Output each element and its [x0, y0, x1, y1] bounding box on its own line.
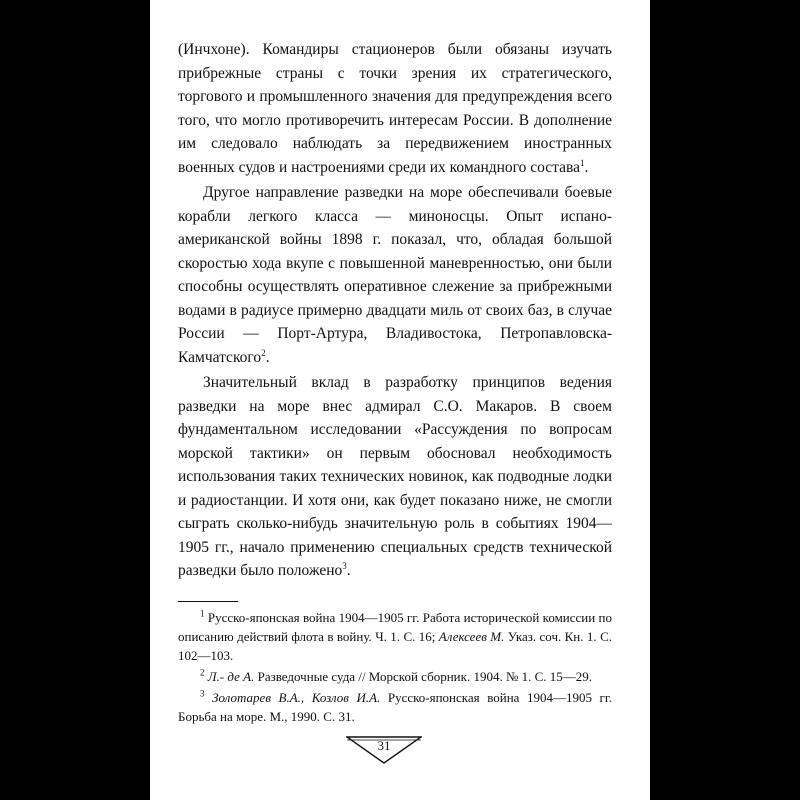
page-number-badge	[346, 736, 422, 764]
paragraph-2-text: Другое направление разведки на море обеспечивали боевые корабли легкого класса — миноносцы. Опыт испано-американской войны 1898 г. показал, что, обладая большой скоростью хода вкупе с повышенной маневренностью, они были способны осуществлять оперативное слежение за прибрежными водами в радиусе примерно двадцати миль от своих баз, в случае России — Порт-Артура, Владивостока, Петропавловска-Камчатского	[178, 184, 612, 366]
footnote-separator	[178, 601, 238, 602]
footnote-text: Русско-японская война 1904—1905 гг. Борьба на море. М., 1990. С. 31.	[178, 689, 613, 724]
page-content	[178, 38, 612, 728]
paragraph-1-text: (Инчхоне). Командиры стационеров были обязаны изучать прибрежные страны с точки зрения их стратегического, торгового и промышленного значения для предупреждения всего того, что могло противоречить интересам России. В дополнение им следовало наблюдать за передвижением иностранных военных судов и настроениями среди их командного состава	[178, 41, 612, 176]
footnote-text: Разведочные суда // Морской сборник. 1904. № 1. С. 15—29.	[254, 668, 593, 684]
footnote-number: 3	[200, 688, 205, 699]
footnote-ref-2: 2	[261, 347, 266, 358]
footnote-ref-3: 3	[342, 560, 347, 571]
paragraph-2: Другое направление разведки на море обеспечивали боевые корабли легкого класса — миноносцы. Опыт испано-американской войны 1898 г. показал, что, обладая большой скоростью хода вкупе с повышенной маневренностью, они были способны осуществлять оперативное слежение за прибрежными водами в радиусе примерно двадцати миль от своих баз, в случае России — Порт-Артура, Владивостока, Петропавловска-Камчатского$^2$.	[178, 184, 612, 366]
footnote-author: Золотарев В.А., Козлов И.А.	[212, 689, 381, 705]
footnote-number: 1	[200, 608, 205, 619]
paragraph-1: (Инчхоне). Командиры стационеров были обязаны изучать прибрежные страны с точки зрения их стратегического, торгового и промышленного значения для предупреждения всего того, что могло противоречить интересам России. В дополнение им следовало наблюдать за передвижением иностранных военных судов и настроениями среди их командного состава$^1$.	[178, 41, 612, 176]
footnote-ref-1: 1	[580, 157, 585, 168]
footnote-text: Русско-японская война 1904—1905 гг. Работа исторической комиссии по описанию действий флота в войну. Ч. 1. С. 16;	[178, 609, 613, 644]
footnote-number: 2	[200, 667, 205, 678]
footnote-1	[178, 608, 612, 665]
footnote-author: Л.- де А.	[207, 668, 255, 684]
paragraph-3-text: Значительный вклад в разработку принципов ведения разведки на море внес адмирал С.О. Макаров. В своем фундаментальном исследовании «Рассуждения по вопросам морской тактики» он первым обосновал необходимость использования таких технических новинок, как подводные лодки и радиостанции. И хотя они, как будет показано ниже, не смогли сыграть сколько-нибудь значительную роль в событиях 1904—1905 гг., начало применению специальных средств технической разведки было положено	[178, 374, 612, 579]
footnote-text: Указ. соч. Кн. 1. С. 102—103.	[178, 628, 612, 663]
footnote-2	[178, 667, 612, 686]
footnote-author: Алексеев М.	[438, 628, 505, 644]
book-page	[150, 0, 650, 800]
footnotes	[178, 608, 612, 726]
paragraph-3: Значительный вклад в разработку принципов ведения разведки на море внес адмирал С.О. Макаров. В своем фундаментальном исследовании «Рассуждения по вопросам морской тактики» он первым обосновал необходимость использования таких технических новинок, как подводные лодки и радиостанции. И хотя они, как будет показано ниже, не смогли сыграть сколько-нибудь значительную роль в событиях 1904—1905 гг., начало применению специальных средств технической разведки было положено$^3$.	[178, 374, 612, 579]
page-number: 31	[377, 738, 391, 753]
footnote-3	[178, 688, 612, 726]
